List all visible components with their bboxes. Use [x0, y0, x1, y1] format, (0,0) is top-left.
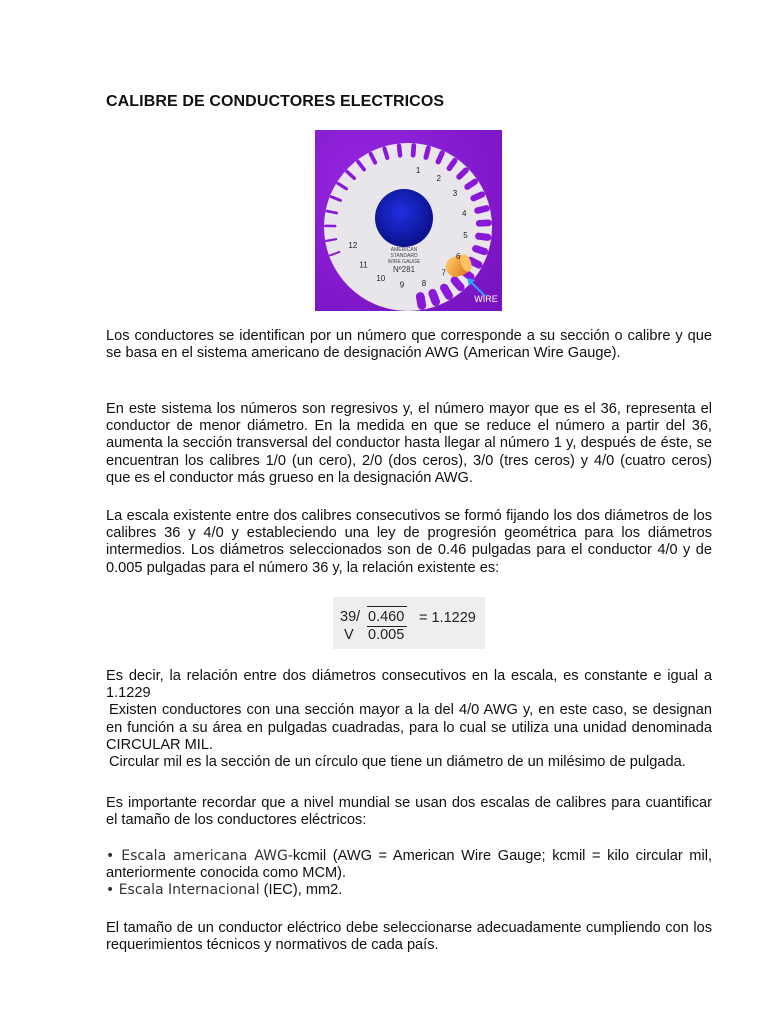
gauge-scale-number: 1: [415, 165, 421, 175]
gauge-scale-number: 7: [441, 268, 446, 278]
gauge-serial-number: Nº281: [392, 265, 416, 274]
paragraph-ratio-block: [106, 668, 712, 771]
gauge-scale-number: 6: [456, 252, 461, 261]
gauge-scale-number: 11: [359, 260, 368, 270]
formula-denominator: 0.005: [368, 627, 405, 643]
bullet-list: [106, 848, 712, 900]
gauge-label-line-2: STANDARD: [390, 253, 418, 259]
formula-radical: V: [344, 627, 354, 643]
gauge-label-line-1: AMERICAN: [390, 247, 418, 253]
formula-vinculum: [367, 606, 407, 607]
formula-numerator: 0.460: [368, 609, 405, 625]
paragraph-regressive-numbers: En este sistema los números son regresivos y, el número mayor que es el 36, representa el conductor de menor diámetro. En la medida en que se reduce el número a partir del 36, aumenta la sección transversal del conductor hasta llegar al número 1 y, después de éste, se encuentran los calibres 1/0 (un cero), 2/0 (dos ceros), 3/0 (tres ceros) y 4/0 (cuatro ceros) que es el conductor más grueso en la designación AWG.: [106, 401, 712, 486]
paragraph-awg-intro: Los conductores se identifican por un número que corresponde a su sección o calibre y que se basa en el sistema americano de designación AWG (American Wire Gauge).: [106, 328, 712, 362]
bullet-american-scale: [106, 848, 712, 882]
gauge-slot: [476, 219, 492, 227]
gauge-scale-number: 12: [348, 240, 358, 250]
gauge-slot: [324, 225, 336, 228]
bullet-international-scale: [106, 882, 712, 899]
bullet-american-scale-text: kcmil (AWG = American Wire Gauge; kcmil = kilo circular mil, anteriormente conocida como MCM).: [106, 848, 712, 882]
paragraph-circular-mil-definition: Circular mil es la sección de un círculo que tiene un diámetro de un milésimo de pulgada.: [109, 754, 686, 771]
gauge-scale-number: 10: [376, 274, 386, 284]
gauge-scale-number: 9: [399, 280, 405, 290]
paragraph-two-scales: Es importante recordar que a nivel mundial se usan dos escalas de calibres para cuantificar el tamaño de los conductores eléctricos:: [106, 795, 712, 829]
gauge-label-line-3: WIRE GAUGE: [387, 259, 421, 265]
paragraph-constant-ratio: Es decir, la relación entre dos diámetros consecutivos en la escala, es constante e igual a 1.1229: [106, 668, 712, 702]
ratio-formula: [333, 597, 485, 649]
paragraph-selection-requirements: El tamaño de un conductor eléctrico debe seleccionarse adecuadamente cumpliendo con los requerimientos técnicos y normativos de cada país.: [106, 920, 712, 954]
gauge-scale-number: 2: [436, 173, 441, 183]
wire-label: WIRE: [474, 294, 498, 304]
gauge-center-hole: [375, 189, 433, 247]
gauge-scale-number: 4: [462, 208, 467, 218]
gauge-scale-number: 8: [421, 278, 427, 288]
formula-result: = 1.1229: [419, 610, 476, 626]
wire-gauge-image: [315, 130, 502, 311]
paragraph-geometric-progression: La escala existente entre dos calibres consecutivos se formó fijando los dos diámetros de los calibres 36 y 4/0 y estableciendo una ley de progresión geométrica para los diámetros intermedios. Los diámetros seleccionados son de 0.46 pulgadas para el conductor 4/0 y de 0.005 pulgadas para el número 36 y, la relación existente es:: [106, 508, 712, 576]
paragraph-circular-mil-intro: Existen conductores con una sección mayor a la del 4/0 AWG y, en este caso, se designan en función a su área en pulgadas cuadradas, para lo cual se utiliza una unidad denominada CIRCULAR MIL.: [106, 702, 712, 753]
gauge-scale-number: 3: [452, 188, 458, 198]
document-title: CALIBRE DE CONDUCTORES ELECTRICOS: [106, 93, 445, 110]
bullet-international-scale-text: (IEC), mm2.: [259, 882, 343, 899]
gauge-scale-number: 5: [463, 231, 468, 241]
bullet-international-scale-lead: • Escala Internacional: [106, 882, 260, 899]
formula-root-index: 39/: [340, 609, 361, 625]
bullet-american-scale-lead: • Escala americana AWG-: [106, 848, 293, 864]
